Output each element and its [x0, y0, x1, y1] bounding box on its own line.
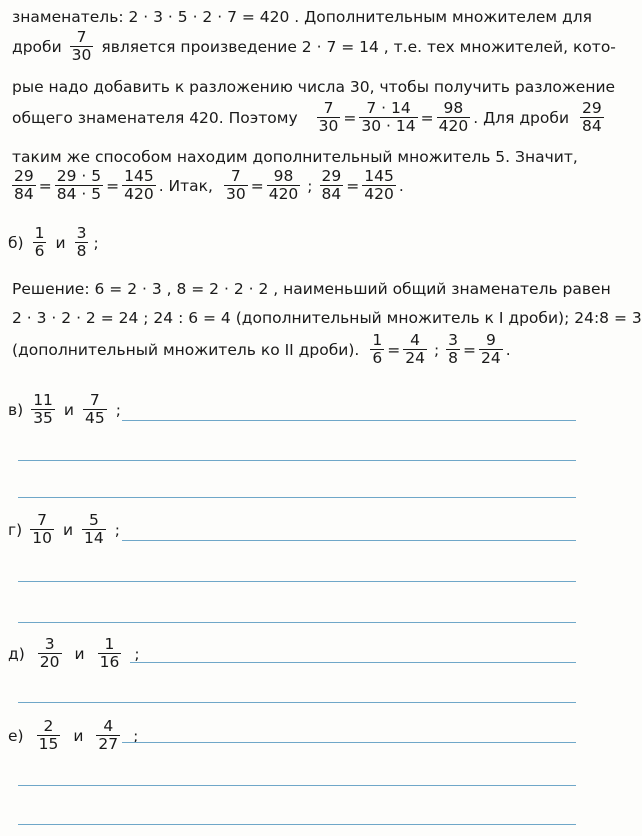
equals-sign: =: [38, 176, 52, 195]
fraction: $\frac{29 \cdot 5}{84 \cdot 5}$: [56, 167, 102, 204]
period: .: [398, 176, 404, 195]
semicolon: ;: [115, 400, 121, 419]
answer-line[interactable]: [18, 702, 576, 703]
fraction: $\frac{29}{84}$: [321, 167, 342, 204]
equals-sign: =: [250, 176, 264, 195]
paragraph-text: рые надо добавить к разложению числа 30, чтобы получить разложение: [12, 78, 616, 96]
answer-line[interactable]: [18, 785, 576, 786]
equals-sign: =: [463, 340, 477, 359]
solution-line-1: [12, 280, 611, 298]
text-line-3: [12, 78, 615, 96]
text-line-5: [12, 148, 578, 166]
paragraph-text: дроби: [12, 37, 62, 56]
period: .: [505, 340, 511, 359]
fraction: $\frac{7}{45}$: [85, 391, 105, 428]
equals-sign: =: [343, 108, 357, 127]
paragraph-text: общего знаменателя 420. Поэтому: [12, 108, 298, 127]
item-label: в): [8, 400, 24, 419]
equals-sign: =: [346, 176, 360, 195]
conjunction: и: [55, 233, 66, 252]
task-v: [8, 392, 121, 428]
solution-text: (дополнительный множитель ко II дроби).: [12, 340, 360, 359]
solution-line-3: [12, 332, 511, 368]
answer-line[interactable]: [122, 420, 576, 421]
fraction: $\frac{145}{420}$: [364, 167, 394, 204]
semicolon: ;: [114, 520, 120, 539]
semicolon: ;: [134, 644, 140, 663]
semicolon: ;: [93, 233, 99, 252]
text-line-6: [12, 168, 404, 204]
fraction: $\frac{3}{8}$: [76, 224, 87, 261]
text-line-2: [12, 29, 616, 65]
fraction: $\frac{7}{30}$: [318, 99, 339, 136]
item-b: [8, 225, 99, 261]
fraction: $\frac{98}{420}$: [268, 167, 299, 204]
solution-line-2: [12, 309, 642, 327]
conjunction: и: [62, 520, 74, 539]
fraction: $\frac{29}{84}$: [14, 167, 34, 204]
semicolon: ;: [433, 340, 440, 359]
text-line-1: [12, 8, 592, 26]
answer-line[interactable]: [18, 824, 576, 825]
fraction: $\frac{1}{6}$: [34, 224, 45, 261]
semicolon: ;: [307, 176, 313, 195]
answer-line[interactable]: [130, 662, 576, 663]
equals-sign: =: [387, 340, 401, 359]
paragraph-text: таким же способом находим дополнительный множитель 5. Значит,: [12, 148, 578, 166]
fraction: $\frac{98}{420}$: [438, 99, 469, 136]
fraction: $\frac{4}{24}$: [405, 331, 425, 368]
answer-line[interactable]: [122, 540, 576, 541]
fraction: $\frac{7 \cdot 14}{30 \cdot 14}$: [361, 99, 416, 136]
fraction: $\frac{1}{6}$: [372, 331, 383, 368]
solution-text: 2 · 3 · 2 · 2 = 24 ; 24 : 6 = 4 (дополнительный множитель к I дроби); 24:8 = 3: [12, 309, 642, 327]
task-e: [8, 718, 138, 754]
task-g: [8, 512, 120, 548]
answer-line[interactable]: [18, 460, 576, 461]
solution-text: Решение: 6 = 2 · 3 , 8 = 2 · 2 · 2 , наименьший общий знаменатель равен: [12, 280, 611, 298]
fraction: $\frac{9}{24}$: [481, 331, 501, 368]
paragraph-text: . Для дроби: [473, 108, 570, 127]
fraction: $\frac{145}{420}$: [124, 167, 154, 204]
fraction: $\frac{7}{30}$: [71, 28, 92, 65]
paragraph-text: знаменатель: 2 · 3 · 5 · 2 · 7 = 420 . Дополнительным множителем для: [12, 8, 592, 26]
fraction: $\frac{1}{16}$: [99, 635, 120, 672]
equals-sign: =: [106, 176, 120, 195]
paragraph-text: . Итак,: [158, 176, 213, 195]
task-d: [8, 636, 140, 672]
conjunction: и: [63, 400, 74, 419]
conjunction: и: [73, 726, 84, 745]
fraction: $\frac{11}{35}$: [33, 391, 53, 428]
semicolon: ;: [133, 726, 139, 745]
fraction: $\frac{2}{15}$: [38, 717, 59, 754]
fraction: $\frac{5}{14}$: [84, 511, 104, 548]
answer-line[interactable]: [18, 622, 576, 623]
conjunction: и: [74, 644, 85, 663]
answer-line[interactable]: [122, 742, 576, 743]
equals-sign: =: [420, 108, 434, 127]
item-label: б): [8, 233, 24, 252]
paragraph-text: является произведение 2 · 7 = 14 , т.е. тех множителей, кото-: [101, 37, 616, 56]
fraction: $\frac{7}{10}$: [32, 511, 52, 548]
item-label: д): [8, 644, 25, 663]
item-label: г): [8, 520, 23, 539]
fraction: $\frac{3}{20}$: [39, 635, 60, 672]
fraction: $\frac{3}{8}$: [448, 331, 459, 368]
answer-line[interactable]: [18, 581, 576, 582]
text-line-4: [12, 100, 607, 136]
fraction: $\frac{4}{27}$: [98, 717, 119, 754]
fraction: $\frac{29}{84}$: [582, 99, 602, 136]
fraction: $\frac{7}{30}$: [225, 167, 246, 204]
answer-line[interactable]: [18, 497, 576, 498]
item-label: е): [8, 726, 24, 745]
